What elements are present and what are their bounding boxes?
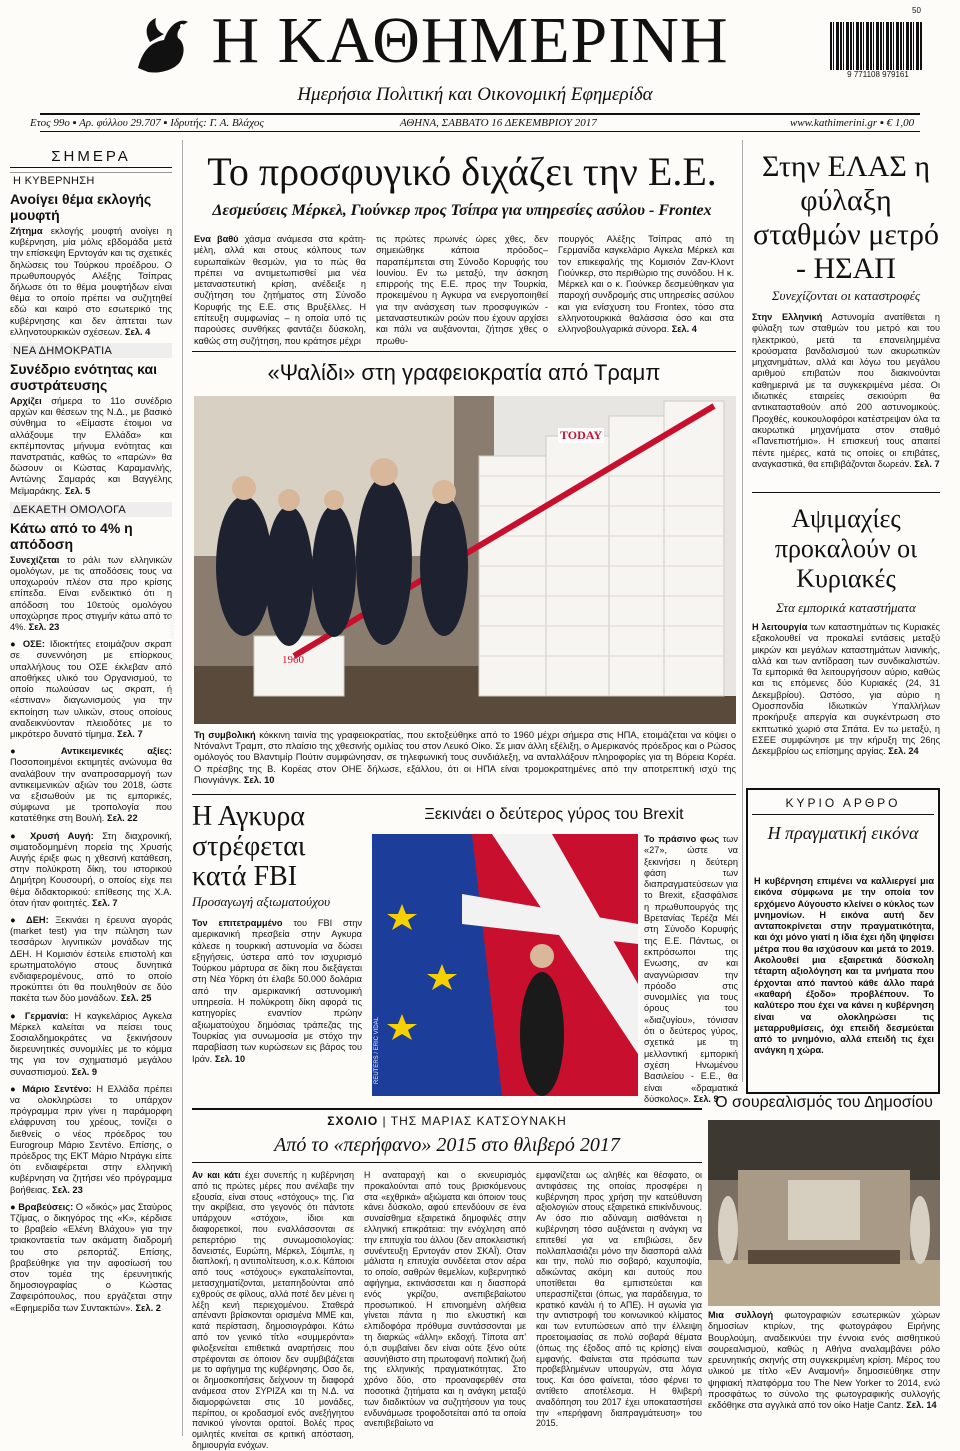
- elas-deck: Συνεχίζονται οι καταστροφές: [771, 288, 921, 303]
- brief-text: Συνεχίζεται το ράλι των ελληνικών ομολόγων, με τις αποδόσεις τους να υποχωρούν πλέον στα προ κρίσης επίπεδα. Είναι ενδεικτικό ότι η απόδοση του 10ετούς ομολόγου υποχώρησε προς στιγμήν κάτω από το 4%. Σελ. 23: [10, 554, 172, 633]
- masthead-subtitle: Ημερήσια Πολιτική και Οικονομική Εφημερίδα: [297, 84, 653, 105]
- col-divider: [742, 140, 743, 1082]
- main-col-3: πουργός Αλέξης Τσίπρας από τη Γερμανίδα καγκελάριο Αγκελα Μέρκελ και τον επικεφαλής της Κομισιόν Ζαν-Κλοντ Γιούνκερ, στο περιθώριο της συνόδου. Η κ. Μέρκελ και ο κ. Γιούνκερ δεσμεύθηκαν για παροχή συνδρομής στις υπηρεσίες ασύλου και για ενίσχυση του Frontex, τόσο στα ελληνοτουρκικά θαλάσσια όσο και στα ελληνοβουλγαρικά σύνορα. Σελ. 4: [558, 234, 734, 335]
- surreal-photo: [708, 1120, 940, 1306]
- brief-text: Αρχίζει σήμερα το 11ο συνέδριο αρχών και θέσεων της Ν.Δ., με βασικό σύνθημα το «Είμαστε έτοιμοι να αλλάξουμε την Ελλάδα» και εκπέμποντας μήνυμα ενότητας και πανστρατιάς, καθώς το «παρών» θα δώσουν οι Κώστας Καραμανλής, Αντώνης Σαμαράς και Βαγγέλης Μεϊμαράκης. Σελ. 5: [10, 396, 172, 496]
- barcode-number: 9 771108 979161: [847, 70, 909, 79]
- section-label: ΝΕΑ ΔΗΜΟΚΡΑΤΙΑ: [10, 343, 172, 358]
- barcode-code: 50: [912, 6, 921, 15]
- surreal-headline: Ο σουρεαλισμός του Δημοσίου: [715, 1094, 933, 1111]
- trump-headline: «Ψαλίδι» στη γραφειοκρατία από Τραμπ: [267, 360, 661, 385]
- meta-year: Ετος 99ο ▪ Αρ. φύλλου 29.707 ▪ Ιδρυτής: Γ. Α. Βλάχος: [30, 117, 264, 129]
- brief-headline: Συνέδριο ενότητας και συστράτευσης: [10, 361, 157, 394]
- top-rule: [40, 113, 920, 115]
- brief-bullet: ● Χρυσή Αυγή: Στη διαχρονική, σιματοδομημένη πορεία της Χρυσής Αυγής έριξε φως η χθεσινή κατάθεση, στην πολύκροτη δίκη, του ιστορικού Δημήτρη Κουσουρή, ο οποίος είχε πει θέμα διδακτορικού: επίθεσης της Χ.Α. όταν ήταν φοιτητές. Σελ. 7: [10, 830, 172, 908]
- right-rule: [752, 492, 940, 493]
- ankara-text: Τον επιτετραμμένο του FBI στην αμερικανική πρεσβεία στην Αγκυρα κάλεσε η τουρκική αστυνομία να δώσει εξηγήσεις, ύστερα από τον ισχυρισμό Τούρκου μάρτυρα σε δίκη που διεξάγεται στη Νέα Υόρκη ότι έλαβε 50.000 δολάρια από την αμερικανική αστυνομική υπηρεσία. Η πολύκροτη δίκη αφορά τις κατηγορίες εναντίον πρώην αξιωματούχου δημόσιας τράπεζας της Τουρκίας για συνωμοσία με στόχο την παραβίαση των κυρώσεων εις βάρος του Ιράν. Σελ. 10: [192, 918, 362, 1064]
- comment-label: ΣΧΟΛΙΟ | ΤΗΣ ΜΑΡΙΑΣ ΚΑΤΣΟΥΝΑΚΗ: [327, 1114, 567, 1128]
- site-url: www.kathimerini.gr ▪ € 1,00: [790, 117, 915, 129]
- editorial-text: Η κυβέρνηση επιμένει να καλλιεργεί μια εικόνα σύμφωνα με την οποία τον ερχόμενο Αύγουστο κλείνει ο κύκλος των μνημονίων. Η εικόνα αυτή δεν ανταποκρίνεται στην πραγματικότητα, και όχι μόνο γιατί η ίδια έχει ήδη ψηφίσει μέτρα που θα ισχύσουν και μετά το 2019. Ακολουθεί μια εξαιρετικά δύσκολη τέταρτη αξιολόγηση και τα μνήματα που έρχονται από παντού κάθε άλλο παρά «καθαρή έξοδο» προβλέπουν. Το καλύτερο που έχει να κάνει η κυβέρνηση είναι να ολοκληρώσει τις μεταρρυθμίσεις, όχι επειδή δεσμεύεται από το μνημόνιο, αλλά επειδή τις έχει ανάγκη η χώρα.: [754, 876, 935, 1056]
- brexit-photo: [372, 834, 638, 1096]
- main-col-2: τις πρώτες πρωινές ώρες χθες, δεν σημειώθηκε κάποια πρόοδος– παραπέμπεται στη Σύνοδο Κορυφής του Ιουνίου. Εν τω μεταξύ, την άσκηση επιρροής της Ε.Ε. προς την Τουρκία, προκειμένου η Αγκυρα να ενεργοποιηθεί για την ανάσχεση των προσφυγικών - μεταναστευτικών ροών που έχουν αρχίσει και πάλι να αυξάνονται, ζήτησε χθες ο πρωθυ-: [376, 234, 548, 346]
- editorial-rule: [752, 814, 934, 815]
- bullet-icon: ●: [10, 1083, 23, 1094]
- brief-headline: Κάτω από το 4% η απόδοση: [10, 519, 133, 552]
- elas-headline: Στην ΕΛΑΣ η φύλαξη σταθμών μετρό - ΗΣΑΠ: [753, 150, 939, 285]
- photo-credit: REUTERS / ERIC VIDAL: [374, 1016, 380, 1084]
- col-divider: [182, 140, 183, 1436]
- bullet-icon: ●: [10, 1010, 25, 1021]
- brexit-text: Το πράσινο φως των «27», ώστε να ξεκινήσει η δεύτερη φάση των διαπραγματεύσεων για το Brexit, εξασφάλισε η πρωθυπουργός της Βρετανίας Τερέζα Μέι στη Σύνοδο Κορυφής της Ε.Ε. Πάντως, οι εκπρόσωποι της Ενωσης, αν και αναγνώρισαν την πρόοδο στις συνομιλίες για τους όρους του «διαζυγίου», τόνισαν ότι ο δεύτερος γύρος, σχετικά με τη μελλοντική εμπορική σχέση Ηνωμένου Βασιλείου - Ε.Ε., θα είναι «δραματικά δύσκολος». Σελ. 9: [644, 834, 738, 1104]
- section-rule: [192, 794, 736, 795]
- brief-text: Ζήτημα εκλογής μουφτή ανοίγει η κυβέρνηση, μία μόλις εβδομάδα μετά την επίσκεψη Ερντογάν και τις σχετικές δηλώσεις του Τούρκου προέδρου. Ο πρωθυπουργός Αλέξης Τσίπρας δήλωσε ότι το θέμα μουφτήδων είναι θέμα το οποίο πρέπει να συζητηθεί εδώ και καιρό στο εσωτερικό της κυβέρνησης και δεν άπτεται των ελληνοτουρκικών σχέσεων. Σελ. 4: [10, 226, 172, 337]
- today-label: ΣΗΜΕΡΑ: [10, 148, 172, 168]
- bullet-icon: ●: [10, 830, 31, 841]
- comment-col-2: Η αναταραχή και ο εκνευρισμός προκαλούνται από τους βρισκόμενους στα «εχθρικά» αξιώματα και όποιον τους κάνει δύσκολο, αφού επενδύουν σε ένα συναίσθημα εξαιρετικά δημοφιλές στην ελληνική επικράτεια: την ενόχληση από την επιτυχία του άλλου (δεν αποκλειστική συνέντευξη Ερντογάν στον ΣΚΑΪ). Οταν μάλιστα η επιτυχία συνδέεται στον αέρα το οποίο, σαθρών θεμελίων, κυβερνητικό αφήγημα, εκτινάσσεται και η διασπορά ενός γκρίζου, ανεπιβεβαίωτου προσωπικού. Η επινοημένη αλήθεια γίνεται πάντα η πιο ελκυστική και ελπιδοφόρα πρόθυμα συντάσσονται με τη διαρκώς «άλλη» εκδοχή. Τίποτα απ' ό,τι συμβαίνει δεν είναι ούτε ξένο ούτε ασυνήθιστο στη πρωτοφανή πολιτική ζωή της ελληνικής πραγματικότητας. Στο χρόνο δύο, στο προαναφερθέν στα ποσοτικά ζητήματα και η ανάγκη μεταξύ των διαδικτύων να συζητήσουν για τους ενδυνάμωσε τροφοδοτείται από τα οποία ανεπιβεβαίωτο να: [364, 1170, 526, 1429]
- section-label: ΔΕΚΑΕΤΗ ΟΜΟΛΟΓΑ: [10, 502, 172, 517]
- bullet-icon: ●: [10, 914, 27, 925]
- bullet-list: [10, 639, 172, 1314]
- brief-bullet: ● ΔΕΗ: Ξεκινάει η έρευνα αγοράς (market test) για την πώληση των τεσσάρων λιγνιτικών μονάδων της ΔΕΗ. Η Κομισιόν έστειλε επιστολή και ερωτηματολόγιο στους δυνητικά ενδιαφερομένους, από το οποίο προκύπτει ότι θα πουληθούν σε δύο πακέτα των δύο μονάδων. Σελ. 25: [10, 914, 172, 1004]
- site-link[interactable]: www.kathimerini.gr: [790, 117, 878, 129]
- brief-bullet: ● Αντικειμενικές αξίες: Ποσοποιημένοι εκτιμητές ανώνυμα θα αναλάβουν την αναπροσαρμογή των αντικειμενικών αξιών του 2018, ώστε να εξισωθούν με τις εμπορικές, σύμφωνα με τροπολογία που κατατέθηκε στη Βουλή. Σελ. 22: [10, 746, 172, 824]
- comment-col-3: εμφανίζεται ως αληθές και θέσφατο, οι αντιφάσεις της οποίας προσφέρει η κυβέρνηση προς χρήση την κατεύθυνση αξιολογιών στους εξαιρετικά επικίνδυνους. Αν όσο πιο αδύναμη αισθάνεται η κυβέρνηση τόσο αυξάνεται η ανάγκη να επιτεθεί για να επιβιώσει, δεν πολλαπλασιάζει μόνο την διασπορά αλλά και την, πολύ πιο σοβαρό, καχυποψία, αδικώντας ακόμη και αυτούς που υποτίθεται θα εμπιστεύεται και υπερασπίζεται (όπως, για παράδειγμα, το κρατικό κανάλι ή το ΑΠΕ). Η αγωνία για την αντιστροφή του κοινωνικού κλίματος και των εντυπώσεων από την έλλειψη προετοιμασίας σε πολύ σοβαρά θέματα (όπως της έξοδος από τις κρίσης) είναι εμφανής. Φαίνεται στα πρόσωπα των προβεβλημένων υπουργών, στα λόγια τους. Και όσο φαίνεται, τόσο φέρνει το αντίθετο αποτέλεσμα. Η θλιβερή αναδόπηση του 2017 έχει υποκαταστήσει την «περήφανη διαπραγμάτευση» του 2015.: [536, 1170, 702, 1429]
- elas-text: Στην Ελληνική Αστυνομία ανατίθεται η φύλαξη των σταθμών του μετρό και του ηλεκτρικού, μετά τα επανειλημμένα κρούσματα βανδαλισμού των ακυρωτικών μηχανημάτων, αλλά και λόγω του μεγάλου αριθμού επιβατών που διακινούνται καθημερινά με τα συγκεκριμένα μέσα. Οι ιδιωτικές εταιρείες σεκιούριτι θα αντικατασταθούν από 200 αστυνομικούς. Προχθές, κουκουλοφόροι κατέστρεψαν όλα τα ακυρωτικά μηχανήματα στον σταθμό «Πανεπιστήμιο». Η επισκευή τους απαιτεί πέντε ημέρες, κατά τις οποίες οι επιβάτες, αναγκαστικά, θα επιβιβάζονται δωρεάν. Σελ. 7: [752, 312, 940, 469]
- brief-bullet: ● Βραβεύσεις: Ο «δικός» μας Σταύρος Τζίμας, ο δικηγόρος της «Κ», κέρδισε το βραβείο «Ελένη Βλάχου» για την τριακονταετία των ακάματη διαδρομή του στο ρεπορτάζ. Επίσης, βραβεύθηκε για την αφοσίωσή του στον τομέα της έρευνητικής δημοσιογραφίας ο Κώστας Ζαφειρόπουλος, που εργάζεται στην «Εφημερίδα των Συντακτών». Σελ. 2: [10, 1201, 172, 1313]
- section-label: Η ΚΥΒΕΡΝΗΣΗ: [10, 172, 172, 188]
- sunday-text: Η λειτουργία των καταστημάτων τις Κυριακές εξακολουθεί να προκαλεί εντάσεις μεταξύ μικρών και μεγάλων καταστημάτων λιανικής, αλλά και των αντίδραση των συνδικαλιστών. Τα εμπορικά θα λειτουργήσουν αύριο, καθώς και τις επόμενες δύο Κυριακές (24, 31 Δεκεμβρίου). Ωστόσο, για αύριο η Ομοσπονδία Ιδιωτικών Υπαλλήλων προκήρυξε απεργία και συγκέντρωση στο εκπτωτικό χωριό στα Σπάτα. Εν τω μεταξύ, η ΕΣΕΕ συμφώνησε με την κήρυξη της 26ης Δεκεμβρίου ως επίσημης αργίας. Σελ. 24: [752, 622, 940, 757]
- comment-col-1: Αν και κάτι έχει συνεπής η κυβέρνηση από τις πρώτες μέρες που ανέλαβε την εξουσία, είναι στους «στόχους» της. Για την ακρίβεια, στο γεγονός ότι πάντοτε υπάρχουν «στόχοι», ίδιοι και διαφορετικοί, που εναλλάσσονται σε ρεπερτόριο της συνωμοσιολογίας: δανειστές, Ευρώπη, Μέρκελ, Σόιμπλε, η διαπλοκή, η αντιπολίτευση, κ.ο.κ. Κάποιοι από τους «στόχους» εγκαταλείπονται, μετασχηματίζονται, μεταπηδούνται από εχθρούς σε φίλους, αλλά ποτέ δεν μένει η λέξη κενή περιεχομένου. Σταθερά απέναντι βρίσκονται ορισμένα ΜΜΕ και, κατά περίσταση, δημοσιογράφοι. Κάτω από τον γενικό τίτλο «συμμερόντα» φιλοξενείται επιθετικά αναρτήσεις που στρέφονται σε όποιον δεν συμβιβάζεται με το αφήγημα της κυβέρνησης. Οσο δε, οι δημοσκοπήσεις δείχνουν τη διαφορά ανάμεσα στον ΣΥΡΙΖΑ και τη Ν.Δ. να διαμορφώνεται στις 10 μονάδες, περίπου, οι κροδασμοί ενός ανεξήγητου πανικού γίνονται ορατοί. Βολές προς ομιλητές κινείται σε κριτική απόσταση, δημιουργία ενόχων.: [192, 1170, 354, 1450]
- main-deck: Δεσμεύσεις Μέρκελ, Γιούνκερ προς Τσίπρα για υπηρεσίες ασύλου - Frontex: [212, 202, 712, 219]
- bullet-icon: ●: [10, 1201, 19, 1212]
- sunday-headline: Αψιμαχίες προκαλούν οι Κυριακές: [774, 504, 918, 593]
- meta-rule: [40, 131, 920, 132]
- main-headline: Το προσφυγικό διχάζει την Ε.Ε.: [207, 149, 717, 194]
- comment-headline: Από το «περήφανο» 2015 στο θλιβερό 2017: [274, 1134, 620, 1156]
- brief-bullet: ● Γερμανία: Η καγκελάριος Αγκελα Μέρκελ καλείται να πείσει τους Σοσιαλδημοκράτες να ξεκινήσουν διερευνητικές συνομιλίες με το κόμμα της για τον σχηματισμό μεγάλου συνασπισμού. Σελ. 9: [10, 1010, 173, 1077]
- masthead-title: Η ΚΑΘΗΜΕΡΙΝΗ: [211, 4, 729, 77]
- bullet-icon: ●: [10, 746, 61, 757]
- year-sign: 1960: [282, 654, 304, 666]
- brief-bullet: ● ΟΣΕ: Ιδιοκτήτες ετοιμάζουν σκραπ σε συνεννόηση με επίορκους υπαλλήλους του ΟΣΕ έκλεβαν από αποθήκες υλικό του Οργανισμού, το οποίο πωλούσαν ως σκραπ, ή «έστιναν» διαγωνισμούς για την εκποίηση των υλικών, στους οποίους αναδεικνύονταν πλειοδότες με το μικρότερο δυνατό τίμημα. Σελ. 7: [10, 639, 173, 739]
- section-rule: [192, 1108, 702, 1110]
- trump-caption: Τη συμβολική κόκκινη ταινία της γραφειοκρατίας, που εκτοξεύθηκε από το 1960 μέχρι σήμερα στις ΗΠΑ, ετοιμάζεται να κόψει ο Ντόναλντ Τραμπ, στο πλαίσιο της χθεσινής ομιλίας του στον Λευκό Οίκο. Σε μιαν άλλη εξέλιξη, ο Αμερικανός πρόεδρος και ο Ρώσος ομόλογός του Βλαντιμίρ Πούτιν συμφώνησαν, σε τηλεφωνική τους συνδιάλεξη, να ανταλλάξουν πληροφορίες για τη Βόρεια Κορέα. Ο πρέσβης της Β. Κορέας στον ΟΗΕ δήλωσε, εξάλλου, ότι οι ΗΠΑ είναι τρομοκρατημένες από την αποτρεπτική ισχύ της Πιονγιάνγκ. Σελ. 10: [194, 730, 736, 785]
- sunday-deck: Στα εμπορικά καταστήματα: [776, 600, 916, 615]
- left-column: [10, 148, 172, 1314]
- brief-bullet: ● Μάριο Σεντένο: Η Ελλάδα πρέπει να ολοκληρώσει το υπάρχον πρόγραμμα πριν γίνει η παράμορφη ελάφρυνση του χρέους, τονίζει ο διεθνείς ο νέος πρόεδρος του Eurogroup Μάριο Σεντένο. Επίσης, ο πρόεδρος της ΕΚΤ Μάριο Ντράγκι είπε ότι ενδιαφέρεται στην ελληνική κυβέρνηση να ζητήσει νέο πρόγραμμα βοήθειας. Σελ. 23: [10, 1083, 173, 1195]
- bullet-icon: ●: [10, 639, 23, 650]
- trump-rule: [192, 351, 736, 352]
- photo-credit: REUTERS / KEVIN LAMARQUE: [170, 608, 176, 696]
- dateline: ΑΘΗΝΑ, ΣΑΒΒΑΤΟ 16 ΔΕΚΕΜΒΡΙΟΥ 2017: [400, 117, 597, 129]
- comment-rule: [192, 1162, 702, 1163]
- editorial-label: ΚΥΡΙΟ ΑΡΘΡΟ: [785, 796, 901, 810]
- brexit-headline: Ξεκινάει ο δεύτερος γύρος του Brexit: [424, 806, 684, 823]
- ankara-deck: Προσαγωγή αξιωματούχου: [192, 894, 331, 909]
- surreal-text: Μια συλλογή φωτογραφιών εσωτερικών χώρων δημοσίων κτιρίων, της φωτογράφου Ειρήνης Βουρλούμη, αναδεικνύει την έννοια ενός αισθητικού σουρεαλισμού, καθώς η Αθήνα αναλαμβάνει ρόλο ερευνητικής σκηνής στη συγκεκριμένη κρίση. Μέρος του υλικού με τίτλο «Εν Αναμονή» δημοσιεύθηκε στην ψηφιακή πλατφόρμα του The New Yorker το 2014, ενώ προσφάτως το σύνολο της φωτογραφικής συλλογής εκδόθηκε στα αγγλικά από τον οίκο Hatje Cantz. Σελ. 14: [708, 1310, 940, 1411]
- editorial-headline: Η πραγματική εικόνα: [767, 823, 919, 843]
- brief-headline: Ανοίγει θέμα εκλογής μουφτή: [10, 191, 152, 223]
- trump-photo: [170, 396, 736, 724]
- barcode: [830, 22, 926, 84]
- today-sign: TODAY: [560, 428, 603, 442]
- ankara-headline: Η Αγκυρα στρέφεται κατά FBI: [192, 801, 306, 892]
- main-col-1: Ενα βαθύ χάσμα ανάμεσα στα κράτη-μέλη, αλλά και στους κόλπους των ευρωπαϊκών θεσμών, για το πώς θα πρέπει να αντιμετωπισθεί μια νέα μεταναστευτική κρίση, ανέδειξε η συζήτηση του ζητήματος στη Σύνοδο Κορυφής της Ε.Ε. στις Βρυξέλλες. Η επίτευξη συμφωνίας – η οποία υπό τις παρούσες συνθήκες φαντάζει δύσκολη, καθώς στη συζήτηση, που κράτησε μέχρι: [194, 234, 366, 346]
